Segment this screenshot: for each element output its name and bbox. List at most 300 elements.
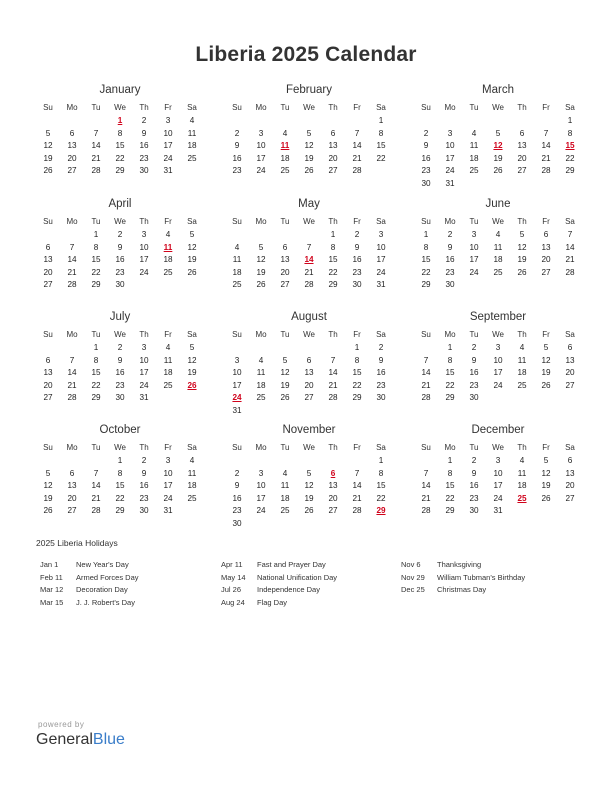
holiday-row <box>221 584 391 597</box>
day-cell: 19 <box>43 493 53 503</box>
day-cell: 26 <box>187 267 197 277</box>
day-cell: 22 <box>376 493 386 503</box>
week-row <box>414 267 582 280</box>
weekday-label: Mo <box>444 330 456 339</box>
day-cell: 7 <box>69 242 75 252</box>
month-april <box>36 196 204 292</box>
weekday-header <box>414 215 582 229</box>
day-cell: 30 <box>469 506 479 516</box>
day-cell: 3 <box>258 128 264 138</box>
day-cell: 9 <box>378 355 384 365</box>
day-cell: 28 <box>421 393 431 403</box>
day-cell: 29 <box>421 280 431 290</box>
weekday-label: Tu <box>91 443 101 452</box>
day-cell: 17 <box>445 153 455 163</box>
day-cell: 6 <box>330 468 336 478</box>
weekday-label: Mo <box>444 217 456 226</box>
day-cell: 2 <box>117 343 123 352</box>
week-row <box>36 493 204 506</box>
day-cell: 16 <box>115 368 125 378</box>
day-cell: 28 <box>67 393 77 403</box>
weekday-label: We <box>303 443 315 452</box>
empty-cell <box>84 455 108 468</box>
week-row <box>414 115 582 128</box>
weekday-label: Fr <box>542 330 550 339</box>
day-cell: 17 <box>376 255 386 265</box>
month-name: June <box>485 198 511 210</box>
week-row <box>36 392 204 405</box>
day-cell: 30 <box>115 393 125 403</box>
day-cell: 11 <box>256 368 266 378</box>
day-cell: 5 <box>45 468 51 478</box>
empty-cell <box>534 115 558 128</box>
empty-cell <box>249 229 273 242</box>
day-cell: 13 <box>517 141 527 151</box>
day-cell: 1 <box>447 456 453 465</box>
day-cell: 11 <box>280 141 290 151</box>
day-cell: 4 <box>258 355 264 365</box>
holiday-date: Jan 1 <box>40 560 59 569</box>
weekday-label: Su <box>421 443 431 452</box>
weekday-label: Fr <box>164 443 172 452</box>
weekday-label: Fr <box>164 103 172 112</box>
day-cell: 9 <box>471 468 477 478</box>
day-cell: 28 <box>67 280 77 290</box>
day-cell: 12 <box>541 355 551 365</box>
day-cell: 23 <box>469 380 479 390</box>
week-row <box>36 267 204 280</box>
day-cell: 18 <box>187 481 197 491</box>
empty-cell <box>297 229 321 242</box>
empty-cell <box>249 115 273 128</box>
day-cell: 3 <box>258 468 264 478</box>
day-cell: 4 <box>519 456 525 465</box>
week-row <box>225 267 393 280</box>
week-row <box>414 480 582 493</box>
day-cell: 1 <box>117 456 123 465</box>
holiday-name: New Year's Day <box>76 560 129 569</box>
empty-cell <box>369 405 393 418</box>
month-july <box>36 309 204 405</box>
weekday-label: Tu <box>91 103 101 112</box>
weekday-label: Su <box>43 217 53 226</box>
weekday-label: Su <box>43 330 53 339</box>
day-cell: 5 <box>258 242 264 252</box>
day-cell: 24 <box>163 493 173 503</box>
day-cell: 30 <box>352 280 362 290</box>
day-cell: 19 <box>187 255 197 265</box>
day-cell: 26 <box>280 393 290 403</box>
weekday-label: Su <box>421 217 431 226</box>
day-cell: 21 <box>541 153 551 163</box>
day-cell: 20 <box>541 255 551 265</box>
empty-cell <box>534 279 558 292</box>
day-cell: 18 <box>163 255 173 265</box>
day-cell: 14 <box>352 141 362 151</box>
empty-cell <box>249 405 273 418</box>
holiday-column <box>221 559 391 609</box>
day-cell: 29 <box>115 506 125 516</box>
day-cell: 8 <box>93 242 99 252</box>
day-cell: 18 <box>163 368 173 378</box>
day-cell: 29 <box>445 506 455 516</box>
month-january <box>36 82 204 178</box>
brand-second: Blue <box>92 731 125 748</box>
weekday-label: Th <box>328 443 338 452</box>
day-cell: 3 <box>234 355 240 365</box>
week-row <box>225 128 393 141</box>
empty-cell <box>180 165 204 178</box>
day-cell: 31 <box>376 280 386 290</box>
month-name: May <box>298 198 320 210</box>
day-cell: 7 <box>69 355 75 365</box>
day-cell: 20 <box>565 368 575 378</box>
week-row <box>414 455 582 468</box>
day-cell: 4 <box>189 116 195 125</box>
holiday-date: Apr 11 <box>221 560 243 569</box>
weekday-label: Mo <box>444 443 456 452</box>
day-cell: 15 <box>565 141 575 151</box>
month-name: January <box>99 84 141 96</box>
day-cell: 13 <box>280 255 290 265</box>
day-cell: 20 <box>43 267 53 277</box>
month-name: September <box>469 311 527 323</box>
weekday-header <box>36 328 204 342</box>
empty-cell <box>156 279 180 292</box>
day-cell: 11 <box>232 255 242 265</box>
day-cell: 22 <box>115 493 125 503</box>
day-cell: 18 <box>256 380 266 390</box>
day-cell: 4 <box>165 230 171 239</box>
day-cell: 24 <box>445 166 455 176</box>
day-cell: 26 <box>304 506 314 516</box>
day-cell: 15 <box>115 141 125 151</box>
weekday-label: Tu <box>91 330 101 339</box>
day-cell: 31 <box>163 166 173 176</box>
day-cell: 25 <box>232 280 242 290</box>
day-cell: 10 <box>256 481 266 491</box>
empty-cell <box>414 342 438 355</box>
day-cell: 14 <box>67 368 77 378</box>
day-cell: 21 <box>328 380 338 390</box>
day-cell: 13 <box>328 141 338 151</box>
day-cell: 30 <box>445 280 455 290</box>
weekday-header <box>225 328 393 342</box>
day-cell: 8 <box>117 468 123 478</box>
day-cell: 23 <box>115 267 125 277</box>
day-cell: 10 <box>256 141 266 151</box>
weekday-label: Th <box>517 330 527 339</box>
day-cell: 24 <box>469 267 479 277</box>
holiday-name: Thanksgiving <box>437 560 482 569</box>
week-row <box>414 355 582 368</box>
day-cell: 7 <box>306 242 312 252</box>
day-cell: 22 <box>328 267 338 277</box>
weekday-label: Sa <box>187 217 197 226</box>
day-cell: 15 <box>115 481 125 491</box>
day-cell: 6 <box>567 343 573 352</box>
day-cell: 19 <box>304 153 314 163</box>
week-row <box>36 254 204 267</box>
holiday-name: William Tubman's Birthday <box>437 572 526 582</box>
month-september <box>414 309 582 405</box>
day-cell: 5 <box>306 128 312 138</box>
month-name: February <box>285 84 333 96</box>
day-cell: 23 <box>469 493 479 503</box>
week-row <box>414 468 582 481</box>
day-cell: 29 <box>445 393 455 403</box>
holiday-row <box>40 559 210 572</box>
day-cell: 1 <box>93 343 99 352</box>
day-cell: 29 <box>115 166 125 176</box>
day-cell: 10 <box>376 242 386 252</box>
day-cell: 22 <box>421 267 431 277</box>
week-row <box>414 279 582 292</box>
empty-cell <box>249 342 273 355</box>
day-cell: 14 <box>421 368 431 378</box>
weekday-label: We <box>303 330 315 339</box>
empty-cell <box>249 455 273 468</box>
weekday-label: We <box>492 103 504 112</box>
day-cell: 22 <box>376 153 386 163</box>
weekday-label: We <box>114 103 126 112</box>
day-cell: 5 <box>543 456 549 465</box>
empty-cell <box>297 518 321 531</box>
week-row <box>36 242 204 255</box>
day-cell: 7 <box>330 355 336 365</box>
day-cell: 16 <box>115 255 125 265</box>
weekday-label: Sa <box>376 330 386 339</box>
day-cell: 11 <box>493 242 503 252</box>
holiday-date: Jul 26 <box>221 585 242 595</box>
holiday-row <box>401 584 571 597</box>
day-cell: 26 <box>43 506 53 516</box>
day-cell: 18 <box>280 153 290 163</box>
day-cell: 24 <box>139 380 149 390</box>
empty-cell <box>60 115 84 128</box>
holiday-date: Dec 25 <box>401 585 425 595</box>
day-cell: 25 <box>280 506 290 516</box>
day-cell: 12 <box>187 355 197 365</box>
day-cell: 2 <box>471 456 477 465</box>
day-cell: 15 <box>352 368 362 378</box>
holiday-name: Armed Forces Day <box>76 572 139 582</box>
day-cell: 18 <box>517 368 527 378</box>
weekday-label: We <box>492 217 504 226</box>
day-cell: 13 <box>304 368 314 378</box>
day-cell: 17 <box>256 493 266 503</box>
day-cell: 24 <box>163 153 173 163</box>
weekday-label: Tu <box>469 217 479 226</box>
day-cell: 15 <box>91 255 101 265</box>
day-cell: 21 <box>421 493 431 503</box>
week-row <box>225 468 393 481</box>
month-name: December <box>471 424 525 436</box>
holiday-column <box>401 559 571 597</box>
empty-cell <box>534 505 558 518</box>
month-name: April <box>108 198 132 210</box>
day-cell: 8 <box>447 468 453 478</box>
day-cell: 2 <box>378 343 384 352</box>
holiday-row <box>221 572 391 585</box>
day-cell: 6 <box>45 355 51 365</box>
weekday-header <box>414 101 582 115</box>
day-cell: 3 <box>141 343 147 352</box>
empty-cell <box>225 115 249 128</box>
day-cell: 16 <box>421 153 431 163</box>
day-cell: 16 <box>469 368 479 378</box>
day-cell: 22 <box>91 380 101 390</box>
month-name: October <box>99 424 141 436</box>
empty-cell <box>438 115 462 128</box>
weekday-label: Fr <box>542 443 550 452</box>
week-row <box>225 455 393 468</box>
weekday-label: Fr <box>542 217 550 226</box>
weekday-label: Th <box>517 217 527 226</box>
month-october <box>36 422 204 518</box>
day-cell: 8 <box>567 128 573 138</box>
weekday-label: Mo <box>66 103 78 112</box>
day-cell: 16 <box>232 493 242 503</box>
weekday-label: Su <box>232 330 242 339</box>
day-cell: 5 <box>282 355 288 365</box>
weekday-label: Su <box>232 217 242 226</box>
empty-cell <box>321 518 345 531</box>
day-cell: 20 <box>67 493 77 503</box>
day-cell: 11 <box>187 128 197 138</box>
day-cell: 19 <box>517 255 527 265</box>
weekday-label: Mo <box>255 330 267 339</box>
week-row <box>414 128 582 141</box>
day-cell: 9 <box>471 355 477 365</box>
empty-cell <box>510 178 534 191</box>
day-cell: 5 <box>306 468 312 478</box>
month-august <box>225 309 393 418</box>
day-cell: 30 <box>421 178 431 188</box>
weekday-label: Fr <box>542 103 550 112</box>
day-cell: 19 <box>493 153 503 163</box>
empty-cell <box>225 229 249 242</box>
weekday-label: Sa <box>376 443 386 452</box>
day-cell: 5 <box>519 230 525 239</box>
week-row <box>225 279 393 292</box>
empty-cell <box>414 455 438 468</box>
weekday-label: We <box>492 330 504 339</box>
day-cell: 16 <box>232 153 242 163</box>
day-cell: 2 <box>141 456 147 465</box>
week-row <box>414 229 582 242</box>
day-cell: 6 <box>306 355 312 365</box>
weekday-label: Th <box>139 103 149 112</box>
day-cell: 5 <box>543 343 549 352</box>
day-cell: 13 <box>565 355 575 365</box>
day-cell: 13 <box>43 255 53 265</box>
day-cell: 26 <box>493 166 503 176</box>
empty-cell <box>534 178 558 191</box>
day-cell: 7 <box>423 355 429 365</box>
day-cell: 26 <box>541 380 551 390</box>
empty-cell <box>321 342 345 355</box>
weekday-label: Tu <box>469 330 479 339</box>
day-cell: 14 <box>328 368 338 378</box>
month-december <box>414 422 582 518</box>
day-cell: 30 <box>232 518 242 528</box>
weekday-header <box>36 215 204 229</box>
weekday-header <box>225 101 393 115</box>
weekday-label: Tu <box>469 103 479 112</box>
empty-cell <box>510 279 534 292</box>
day-cell: 4 <box>519 343 525 352</box>
day-cell: 22 <box>91 267 101 277</box>
empty-cell <box>36 229 60 242</box>
holiday-name: National Unification Day <box>257 572 338 582</box>
week-row <box>225 493 393 506</box>
day-cell: 12 <box>517 242 527 252</box>
day-cell: 10 <box>139 242 149 252</box>
empty-cell <box>156 392 180 405</box>
empty-cell <box>273 455 297 468</box>
day-cell: 14 <box>352 481 362 491</box>
day-cell: 7 <box>93 128 99 138</box>
day-cell: 10 <box>493 355 503 365</box>
day-cell: 8 <box>423 242 429 252</box>
holiday-column <box>40 559 210 609</box>
weekday-label: Sa <box>565 330 575 339</box>
brand-logo <box>36 731 125 749</box>
weekday-label: Tu <box>280 443 290 452</box>
day-cell: 23 <box>445 267 455 277</box>
week-row <box>36 128 204 141</box>
weekday-label: Su <box>421 330 431 339</box>
day-cell: 4 <box>471 128 477 138</box>
day-cell: 23 <box>139 153 149 163</box>
day-cell: 23 <box>232 506 242 516</box>
weekday-label: Mo <box>255 103 267 112</box>
holiday-row <box>401 559 571 572</box>
day-cell: 15 <box>376 481 386 491</box>
weekday-label: Sa <box>187 330 197 339</box>
empty-cell <box>510 115 534 128</box>
powered-by-label: powered by <box>38 720 85 729</box>
weekday-label: Sa <box>565 443 575 452</box>
day-cell: 1 <box>447 343 453 352</box>
day-cell: 25 <box>163 267 173 277</box>
day-cell: 29 <box>565 166 575 176</box>
day-cell: 24 <box>232 393 242 403</box>
day-cell: 18 <box>280 493 290 503</box>
day-cell: 17 <box>469 255 479 265</box>
day-cell: 24 <box>256 166 266 176</box>
day-cell: 16 <box>469 481 479 491</box>
weekday-label: Tu <box>280 103 290 112</box>
empty-cell <box>273 229 297 242</box>
weekday-label: Tu <box>280 330 290 339</box>
day-cell: 14 <box>67 255 77 265</box>
holiday-date: Mar 12 <box>40 585 64 595</box>
day-cell: 19 <box>280 380 290 390</box>
day-cell: 2 <box>447 230 453 239</box>
week-row <box>414 380 582 393</box>
day-cell: 9 <box>423 141 429 151</box>
day-cell: 22 <box>565 153 575 163</box>
holidays-title: 2025 Liberia Holidays <box>36 538 118 548</box>
day-cell: 10 <box>493 468 503 478</box>
week-row <box>36 140 204 153</box>
day-cell: 10 <box>445 141 455 151</box>
day-cell: 23 <box>232 166 242 176</box>
day-cell: 12 <box>256 255 266 265</box>
day-cell: 17 <box>163 141 173 151</box>
